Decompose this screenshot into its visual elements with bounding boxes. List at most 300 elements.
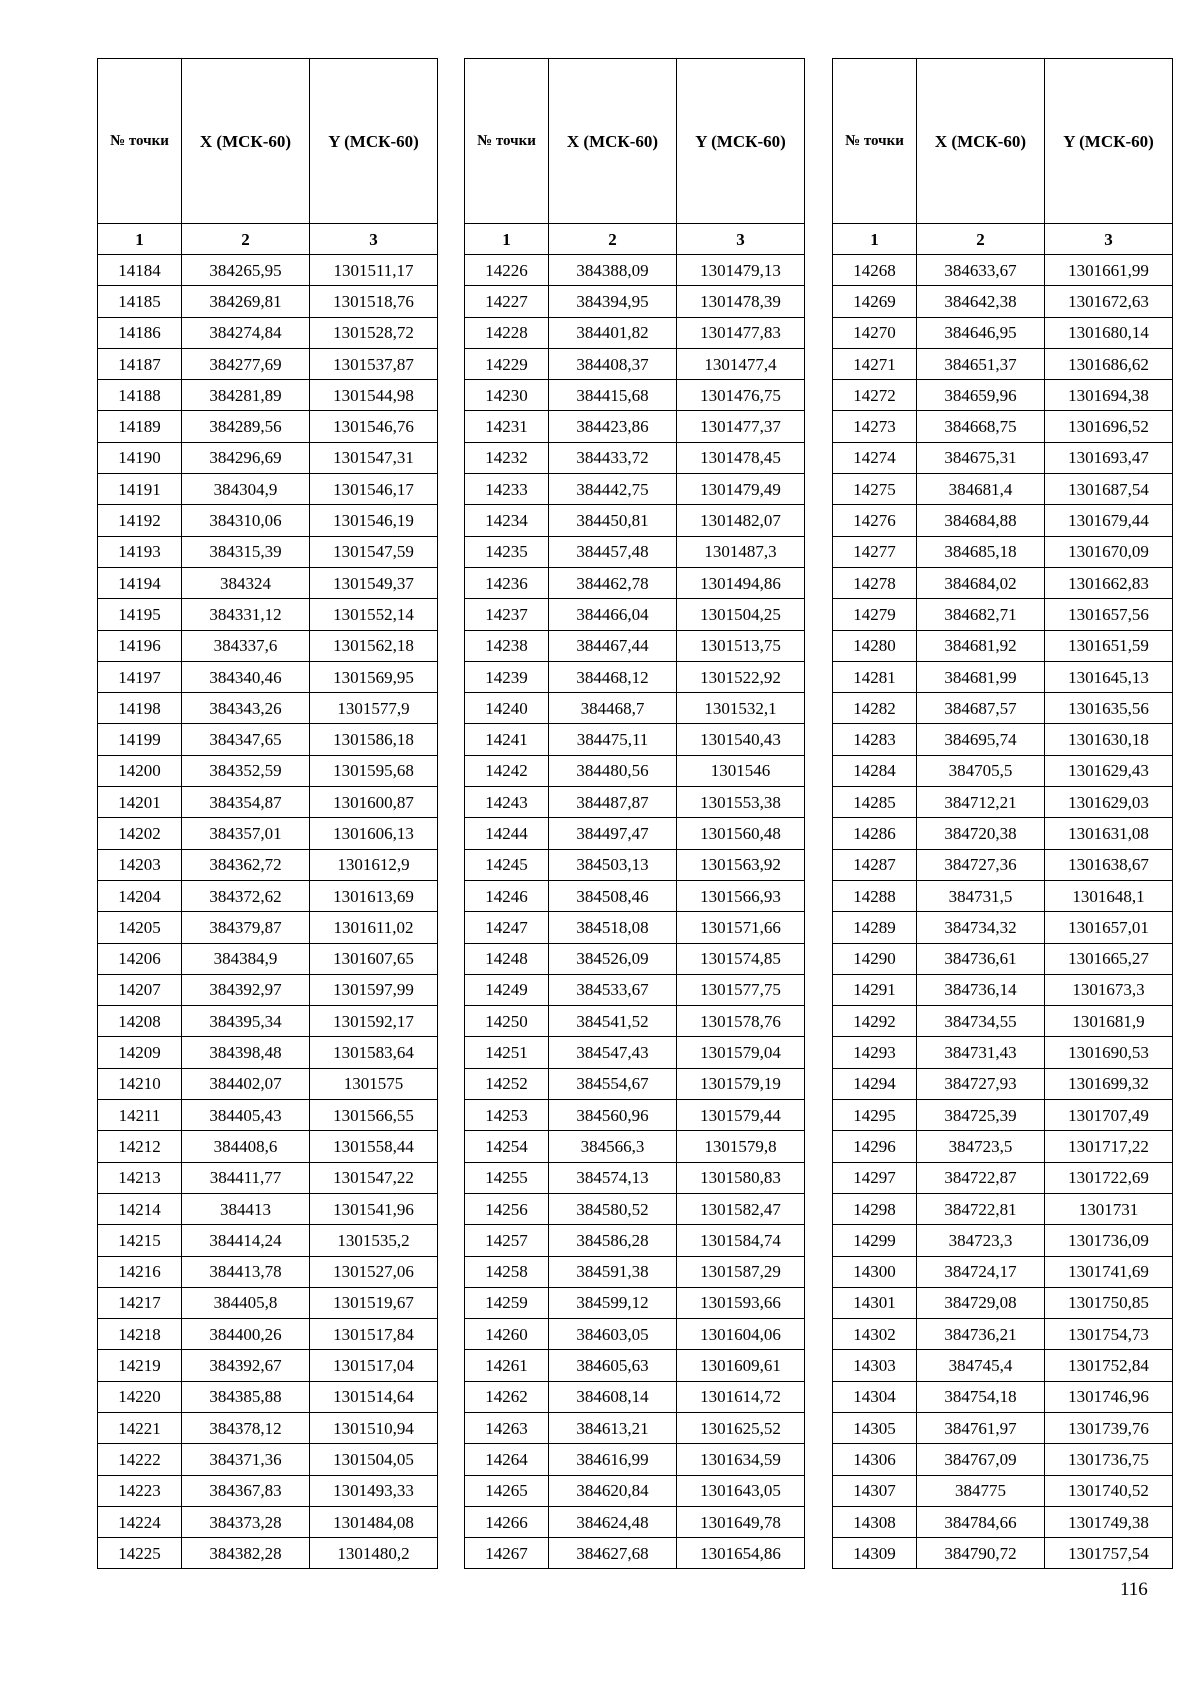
table-row — [465, 1319, 805, 1350]
y-coordinate-cell: 1301604,06 — [677, 1319, 805, 1350]
y-coordinate-cell: 1301566,55 — [310, 1100, 438, 1131]
y-coordinate-cell: 1301552,14 — [310, 599, 438, 630]
table-row — [833, 693, 1173, 724]
point-number-cell: 14294 — [833, 1068, 917, 1099]
y-coordinate-cell: 1301657,56 — [1045, 599, 1173, 630]
y-coordinate-cell: 1301592,17 — [310, 1006, 438, 1037]
y-coordinate-cell: 1301736,75 — [1045, 1444, 1173, 1475]
x-coordinate-cell: 384705,5 — [917, 755, 1045, 786]
x-coordinate-cell: 384423,86 — [549, 411, 677, 442]
table-row — [833, 1381, 1173, 1412]
table-row — [465, 1193, 805, 1224]
y-coordinate-cell: 1301477,4 — [677, 348, 805, 379]
y-coordinate-cell: 1301749,38 — [1045, 1506, 1173, 1537]
table-row — [98, 912, 438, 943]
point-number-cell: 14277 — [833, 536, 917, 567]
table-row — [98, 943, 438, 974]
y-coordinate-cell: 1301673,3 — [1045, 974, 1173, 1005]
table-row — [465, 630, 805, 661]
y-coordinate-cell: 1301606,13 — [310, 818, 438, 849]
point-number-cell: 14197 — [98, 661, 182, 692]
table-row — [98, 536, 438, 567]
column-number: 3 — [677, 224, 805, 255]
table-row — [98, 1068, 438, 1099]
header-y: Y (МСК-60) — [310, 59, 438, 224]
x-coordinate-cell: 384331,12 — [182, 599, 310, 630]
x-coordinate-cell: 384480,56 — [549, 755, 677, 786]
y-coordinate-cell: 1301480,2 — [310, 1538, 438, 1569]
y-coordinate-cell: 1301651,59 — [1045, 630, 1173, 661]
point-number-cell: 14220 — [98, 1381, 182, 1412]
table-row — [98, 1131, 438, 1162]
x-coordinate-cell: 384684,02 — [917, 567, 1045, 598]
x-coordinate-cell: 384324 — [182, 567, 310, 598]
y-coordinate-cell: 1301514,64 — [310, 1381, 438, 1412]
y-coordinate-cell: 1301478,39 — [677, 286, 805, 317]
x-coordinate-cell: 384731,5 — [917, 880, 1045, 911]
table-row — [833, 348, 1173, 379]
table-row — [98, 1350, 438, 1381]
point-number-cell: 14289 — [833, 912, 917, 943]
point-number-cell: 14219 — [98, 1350, 182, 1381]
table-row — [465, 286, 805, 317]
point-number-cell: 14262 — [465, 1381, 549, 1412]
point-number-cell: 14265 — [465, 1475, 549, 1506]
x-coordinate-cell: 384681,4 — [917, 474, 1045, 505]
y-coordinate-cell: 1301547,59 — [310, 536, 438, 567]
y-coordinate-cell: 1301476,75 — [677, 380, 805, 411]
x-coordinate-cell: 384378,12 — [182, 1412, 310, 1443]
table-row — [98, 286, 438, 317]
y-coordinate-cell: 1301643,05 — [677, 1475, 805, 1506]
y-coordinate-cell: 1301638,67 — [1045, 849, 1173, 880]
table-row — [98, 255, 438, 286]
y-coordinate-cell: 1301482,07 — [677, 505, 805, 536]
header-y: Y (МСК-60) — [1045, 59, 1173, 224]
point-number-cell: 14279 — [833, 599, 917, 630]
x-coordinate-cell: 384712,21 — [917, 787, 1045, 818]
y-coordinate-cell: 1301518,76 — [310, 286, 438, 317]
table-row — [465, 787, 805, 818]
table-row — [98, 1412, 438, 1443]
point-number-cell: 14227 — [465, 286, 549, 317]
x-coordinate-cell: 384475,11 — [549, 724, 677, 755]
point-number-cell: 14224 — [98, 1506, 182, 1537]
y-coordinate-cell: 1301553,38 — [677, 787, 805, 818]
y-coordinate-cell: 1301722,69 — [1045, 1162, 1173, 1193]
point-number-cell: 14266 — [465, 1506, 549, 1537]
table-row — [98, 880, 438, 911]
y-coordinate-cell: 1301612,9 — [310, 849, 438, 880]
point-number-cell: 14225 — [98, 1538, 182, 1569]
x-coordinate-cell: 384761,97 — [917, 1412, 1045, 1443]
point-number-cell: 14248 — [465, 943, 549, 974]
table-row — [833, 442, 1173, 473]
point-number-cell: 14255 — [465, 1162, 549, 1193]
table-row — [465, 1068, 805, 1099]
y-coordinate-cell: 1301578,76 — [677, 1006, 805, 1037]
page-number: 116 — [1120, 1579, 1148, 1600]
table-row — [98, 1444, 438, 1475]
table-row — [465, 1506, 805, 1537]
table-row — [465, 974, 805, 1005]
column-number: 1 — [833, 224, 917, 255]
x-coordinate-cell: 384408,6 — [182, 1131, 310, 1162]
table-row — [98, 1287, 438, 1318]
x-coordinate-cell: 384620,84 — [549, 1475, 677, 1506]
table-row — [465, 1162, 805, 1193]
table-row — [98, 474, 438, 505]
y-coordinate-cell: 1301662,83 — [1045, 567, 1173, 598]
point-number-cell: 14218 — [98, 1319, 182, 1350]
x-coordinate-cell: 384767,09 — [917, 1444, 1045, 1475]
y-coordinate-cell: 1301527,06 — [310, 1256, 438, 1287]
y-coordinate-cell: 1301493,33 — [310, 1475, 438, 1506]
point-number-cell: 14308 — [833, 1506, 917, 1537]
point-number-cell: 14299 — [833, 1225, 917, 1256]
table-row — [98, 599, 438, 630]
point-number-cell: 14237 — [465, 599, 549, 630]
y-coordinate-cell: 1301544,98 — [310, 380, 438, 411]
x-coordinate-cell: 384736,21 — [917, 1319, 1045, 1350]
x-coordinate-cell: 384382,28 — [182, 1538, 310, 1569]
x-coordinate-cell: 384695,74 — [917, 724, 1045, 755]
y-coordinate-cell: 1301587,29 — [677, 1256, 805, 1287]
x-coordinate-cell: 384468,7 — [549, 693, 677, 724]
x-coordinate-cell: 384405,43 — [182, 1100, 310, 1131]
x-coordinate-cell: 384497,47 — [549, 818, 677, 849]
point-number-cell: 14284 — [833, 755, 917, 786]
table-row — [98, 1538, 438, 1569]
x-coordinate-cell: 384668,75 — [917, 411, 1045, 442]
y-coordinate-cell: 1301546,76 — [310, 411, 438, 442]
table-row — [833, 1100, 1173, 1131]
table-row — [833, 1037, 1173, 1068]
x-coordinate-cell: 384627,68 — [549, 1538, 677, 1569]
y-coordinate-cell: 1301693,47 — [1045, 442, 1173, 473]
x-coordinate-cell: 384466,04 — [549, 599, 677, 630]
y-coordinate-cell: 1301579,44 — [677, 1100, 805, 1131]
y-coordinate-cell: 1301517,04 — [310, 1350, 438, 1381]
table-row — [98, 1006, 438, 1037]
y-coordinate-cell: 1301562,18 — [310, 630, 438, 661]
table-row — [465, 599, 805, 630]
x-coordinate-cell: 384724,17 — [917, 1256, 1045, 1287]
table-row — [833, 818, 1173, 849]
x-coordinate-cell: 384388,09 — [549, 255, 677, 286]
y-coordinate-cell: 1301546,19 — [310, 505, 438, 536]
point-number-cell: 14285 — [833, 787, 917, 818]
point-number-cell: 14196 — [98, 630, 182, 661]
y-coordinate-cell: 1301741,69 — [1045, 1256, 1173, 1287]
header-y: Y (МСК-60) — [677, 59, 805, 224]
point-number-cell: 14282 — [833, 693, 917, 724]
point-number-cell: 14306 — [833, 1444, 917, 1475]
y-coordinate-cell: 1301634,59 — [677, 1444, 805, 1475]
point-number-cell: 14206 — [98, 943, 182, 974]
point-number-cell: 14273 — [833, 411, 917, 442]
point-number-cell: 14216 — [98, 1256, 182, 1287]
column-number: 1 — [98, 224, 182, 255]
table-row — [833, 474, 1173, 505]
y-coordinate-cell: 1301607,65 — [310, 943, 438, 974]
x-coordinate-cell: 384591,38 — [549, 1256, 677, 1287]
x-coordinate-cell: 384790,72 — [917, 1538, 1045, 1569]
y-coordinate-cell: 1301686,62 — [1045, 348, 1173, 379]
point-number-cell: 14247 — [465, 912, 549, 943]
y-coordinate-cell: 1301479,13 — [677, 255, 805, 286]
point-number-cell: 14229 — [465, 348, 549, 379]
x-coordinate-cell: 384727,93 — [917, 1068, 1045, 1099]
point-number-cell: 14210 — [98, 1068, 182, 1099]
point-number-cell: 14202 — [98, 818, 182, 849]
table-row — [98, 1506, 438, 1537]
point-number-cell: 14305 — [833, 1412, 917, 1443]
x-coordinate-cell: 384727,36 — [917, 849, 1045, 880]
table-row — [465, 912, 805, 943]
table-row — [465, 755, 805, 786]
table-row — [465, 849, 805, 880]
x-coordinate-cell: 384624,48 — [549, 1506, 677, 1537]
x-coordinate-cell: 384616,99 — [549, 1444, 677, 1475]
table-row — [833, 599, 1173, 630]
point-number-cell: 14261 — [465, 1350, 549, 1381]
x-coordinate-cell: 384357,01 — [182, 818, 310, 849]
y-coordinate-cell: 1301579,8 — [677, 1131, 805, 1162]
table-row — [465, 1350, 805, 1381]
x-coordinate-cell: 384450,81 — [549, 505, 677, 536]
y-coordinate-cell: 1301707,49 — [1045, 1100, 1173, 1131]
point-number-cell: 14223 — [98, 1475, 182, 1506]
y-coordinate-cell: 1301654,86 — [677, 1538, 805, 1569]
point-number-cell: 14222 — [98, 1444, 182, 1475]
point-number-cell: 14245 — [465, 849, 549, 880]
table-row — [98, 1037, 438, 1068]
x-coordinate-cell: 384413 — [182, 1193, 310, 1224]
x-coordinate-cell: 384373,28 — [182, 1506, 310, 1537]
x-coordinate-cell: 384395,34 — [182, 1006, 310, 1037]
point-number-cell: 14253 — [465, 1100, 549, 1131]
y-coordinate-cell: 1301479,49 — [677, 474, 805, 505]
y-coordinate-cell: 1301597,99 — [310, 974, 438, 1005]
table-row — [833, 411, 1173, 442]
table-row — [98, 849, 438, 880]
point-number-cell: 14263 — [465, 1412, 549, 1443]
y-coordinate-cell: 1301537,87 — [310, 348, 438, 379]
table-row — [833, 505, 1173, 536]
table-row — [465, 661, 805, 692]
y-coordinate-cell: 1301513,75 — [677, 630, 805, 661]
table-row — [98, 317, 438, 348]
x-coordinate-cell: 384354,87 — [182, 787, 310, 818]
point-number-cell: 14215 — [98, 1225, 182, 1256]
table-row — [833, 1412, 1173, 1443]
table-row — [833, 286, 1173, 317]
point-number-cell: 14291 — [833, 974, 917, 1005]
y-coordinate-cell: 1301579,19 — [677, 1068, 805, 1099]
y-coordinate-cell: 1301477,83 — [677, 317, 805, 348]
point-number-cell: 14269 — [833, 286, 917, 317]
point-number-cell: 14251 — [465, 1037, 549, 1068]
point-number-cell: 14288 — [833, 880, 917, 911]
y-coordinate-cell: 1301750,85 — [1045, 1287, 1173, 1318]
point-number-cell: 14199 — [98, 724, 182, 755]
point-number-cell: 14246 — [465, 880, 549, 911]
table-row — [833, 1287, 1173, 1318]
point-number-cell: 14290 — [833, 943, 917, 974]
header-point-number: № точки — [833, 59, 917, 224]
point-number-cell: 14207 — [98, 974, 182, 1005]
y-coordinate-cell: 1301575 — [310, 1068, 438, 1099]
y-coordinate-cell: 1301511,17 — [310, 255, 438, 286]
y-coordinate-cell: 1301504,05 — [310, 1444, 438, 1475]
point-number-cell: 14298 — [833, 1193, 917, 1224]
table-row — [98, 411, 438, 442]
table-row — [833, 1256, 1173, 1287]
point-number-cell: 14240 — [465, 693, 549, 724]
table-row — [833, 661, 1173, 692]
table-row — [98, 630, 438, 661]
x-coordinate-cell: 384398,48 — [182, 1037, 310, 1068]
table-row — [833, 380, 1173, 411]
y-coordinate-cell: 1301494,86 — [677, 567, 805, 598]
point-number-cell: 14249 — [465, 974, 549, 1005]
point-number-cell: 14213 — [98, 1162, 182, 1193]
y-coordinate-cell: 1301690,53 — [1045, 1037, 1173, 1068]
y-coordinate-cell: 1301522,92 — [677, 661, 805, 692]
x-coordinate-cell: 384734,55 — [917, 1006, 1045, 1037]
point-number-cell: 14209 — [98, 1037, 182, 1068]
table-row — [465, 818, 805, 849]
table-row — [98, 974, 438, 1005]
y-coordinate-cell: 1301665,27 — [1045, 943, 1173, 974]
point-number-cell: 14242 — [465, 755, 549, 786]
x-coordinate-cell: 384352,59 — [182, 755, 310, 786]
table-row — [98, 1381, 438, 1412]
x-coordinate-cell: 384566,3 — [549, 1131, 677, 1162]
point-number-cell: 14226 — [465, 255, 549, 286]
x-coordinate-cell: 384775 — [917, 1475, 1045, 1506]
x-coordinate-cell: 384468,12 — [549, 661, 677, 692]
y-coordinate-cell: 1301687,54 — [1045, 474, 1173, 505]
table-row — [98, 1256, 438, 1287]
point-number-cell: 14286 — [833, 818, 917, 849]
point-number-cell: 14303 — [833, 1350, 917, 1381]
table-row — [465, 1256, 805, 1287]
y-coordinate-cell: 1301680,14 — [1045, 317, 1173, 348]
x-coordinate-cell: 384487,87 — [549, 787, 677, 818]
point-number-cell: 14297 — [833, 1162, 917, 1193]
x-coordinate-cell: 384722,81 — [917, 1193, 1045, 1224]
point-number-cell: 14276 — [833, 505, 917, 536]
point-number-cell: 14239 — [465, 661, 549, 692]
table-row — [465, 505, 805, 536]
y-coordinate-cell: 1301600,87 — [310, 787, 438, 818]
y-coordinate-cell: 1301577,75 — [677, 974, 805, 1005]
point-number-cell: 14307 — [833, 1475, 917, 1506]
table-row — [465, 693, 805, 724]
point-number-cell: 14198 — [98, 693, 182, 724]
table-row — [833, 1068, 1173, 1099]
x-coordinate-cell: 384347,65 — [182, 724, 310, 755]
point-number-cell: 14187 — [98, 348, 182, 379]
y-coordinate-cell: 1301661,99 — [1045, 255, 1173, 286]
y-coordinate-cell: 1301547,31 — [310, 442, 438, 473]
x-coordinate-cell: 384433,72 — [549, 442, 677, 473]
point-number-cell: 14268 — [833, 255, 917, 286]
y-coordinate-cell: 1301560,48 — [677, 818, 805, 849]
point-number-cell: 14275 — [833, 474, 917, 505]
y-coordinate-cell: 1301648,1 — [1045, 880, 1173, 911]
y-coordinate-cell: 1301569,95 — [310, 661, 438, 692]
point-number-cell: 14234 — [465, 505, 549, 536]
point-number-cell: 14200 — [98, 755, 182, 786]
y-coordinate-cell: 1301477,37 — [677, 411, 805, 442]
y-coordinate-cell: 1301611,02 — [310, 912, 438, 943]
table-row — [98, 661, 438, 692]
table-row — [833, 1006, 1173, 1037]
table-row — [465, 880, 805, 911]
y-coordinate-cell: 1301583,64 — [310, 1037, 438, 1068]
column-number: 2 — [182, 224, 310, 255]
y-coordinate-cell: 1301731 — [1045, 1193, 1173, 1224]
x-coordinate-cell: 384722,87 — [917, 1162, 1045, 1193]
y-coordinate-cell: 1301670,09 — [1045, 536, 1173, 567]
table-row — [98, 505, 438, 536]
y-coordinate-cell: 1301504,25 — [677, 599, 805, 630]
point-number-cell: 14281 — [833, 661, 917, 692]
point-number-cell: 14274 — [833, 442, 917, 473]
y-coordinate-cell: 1301484,08 — [310, 1506, 438, 1537]
column-number: 2 — [917, 224, 1045, 255]
x-coordinate-cell: 384685,18 — [917, 536, 1045, 567]
point-number-cell: 14217 — [98, 1287, 182, 1318]
y-coordinate-cell: 1301566,93 — [677, 880, 805, 911]
x-coordinate-cell: 384599,12 — [549, 1287, 677, 1318]
table-row — [98, 1162, 438, 1193]
table-row — [465, 1412, 805, 1443]
x-coordinate-cell: 384560,96 — [549, 1100, 677, 1131]
x-coordinate-cell: 384642,38 — [917, 286, 1045, 317]
x-coordinate-cell: 384605,63 — [549, 1350, 677, 1381]
y-coordinate-cell: 1301629,43 — [1045, 755, 1173, 786]
y-coordinate-cell: 1301546 — [677, 755, 805, 786]
point-number-cell: 14228 — [465, 317, 549, 348]
table-row — [833, 317, 1173, 348]
point-number-cell: 14278 — [833, 567, 917, 598]
x-coordinate-cell: 384784,66 — [917, 1506, 1045, 1537]
table-row — [465, 474, 805, 505]
table-row — [98, 787, 438, 818]
x-coordinate-cell: 384289,56 — [182, 411, 310, 442]
x-coordinate-cell: 384687,57 — [917, 693, 1045, 724]
point-number-cell: 14214 — [98, 1193, 182, 1224]
header-x: X (МСК-60) — [917, 59, 1045, 224]
point-number-cell: 14189 — [98, 411, 182, 442]
y-coordinate-cell: 1301754,73 — [1045, 1319, 1173, 1350]
y-coordinate-cell: 1301558,44 — [310, 1131, 438, 1162]
x-coordinate-cell: 384402,07 — [182, 1068, 310, 1099]
table-row — [833, 1131, 1173, 1162]
point-number-cell: 14231 — [465, 411, 549, 442]
y-coordinate-cell: 1301613,69 — [310, 880, 438, 911]
table-row — [833, 255, 1173, 286]
x-coordinate-cell: 384462,78 — [549, 567, 677, 598]
table-row — [465, 1287, 805, 1318]
x-coordinate-cell: 384613,21 — [549, 1412, 677, 1443]
coordinates-table-1 — [97, 58, 438, 1569]
point-number-cell: 14259 — [465, 1287, 549, 1318]
